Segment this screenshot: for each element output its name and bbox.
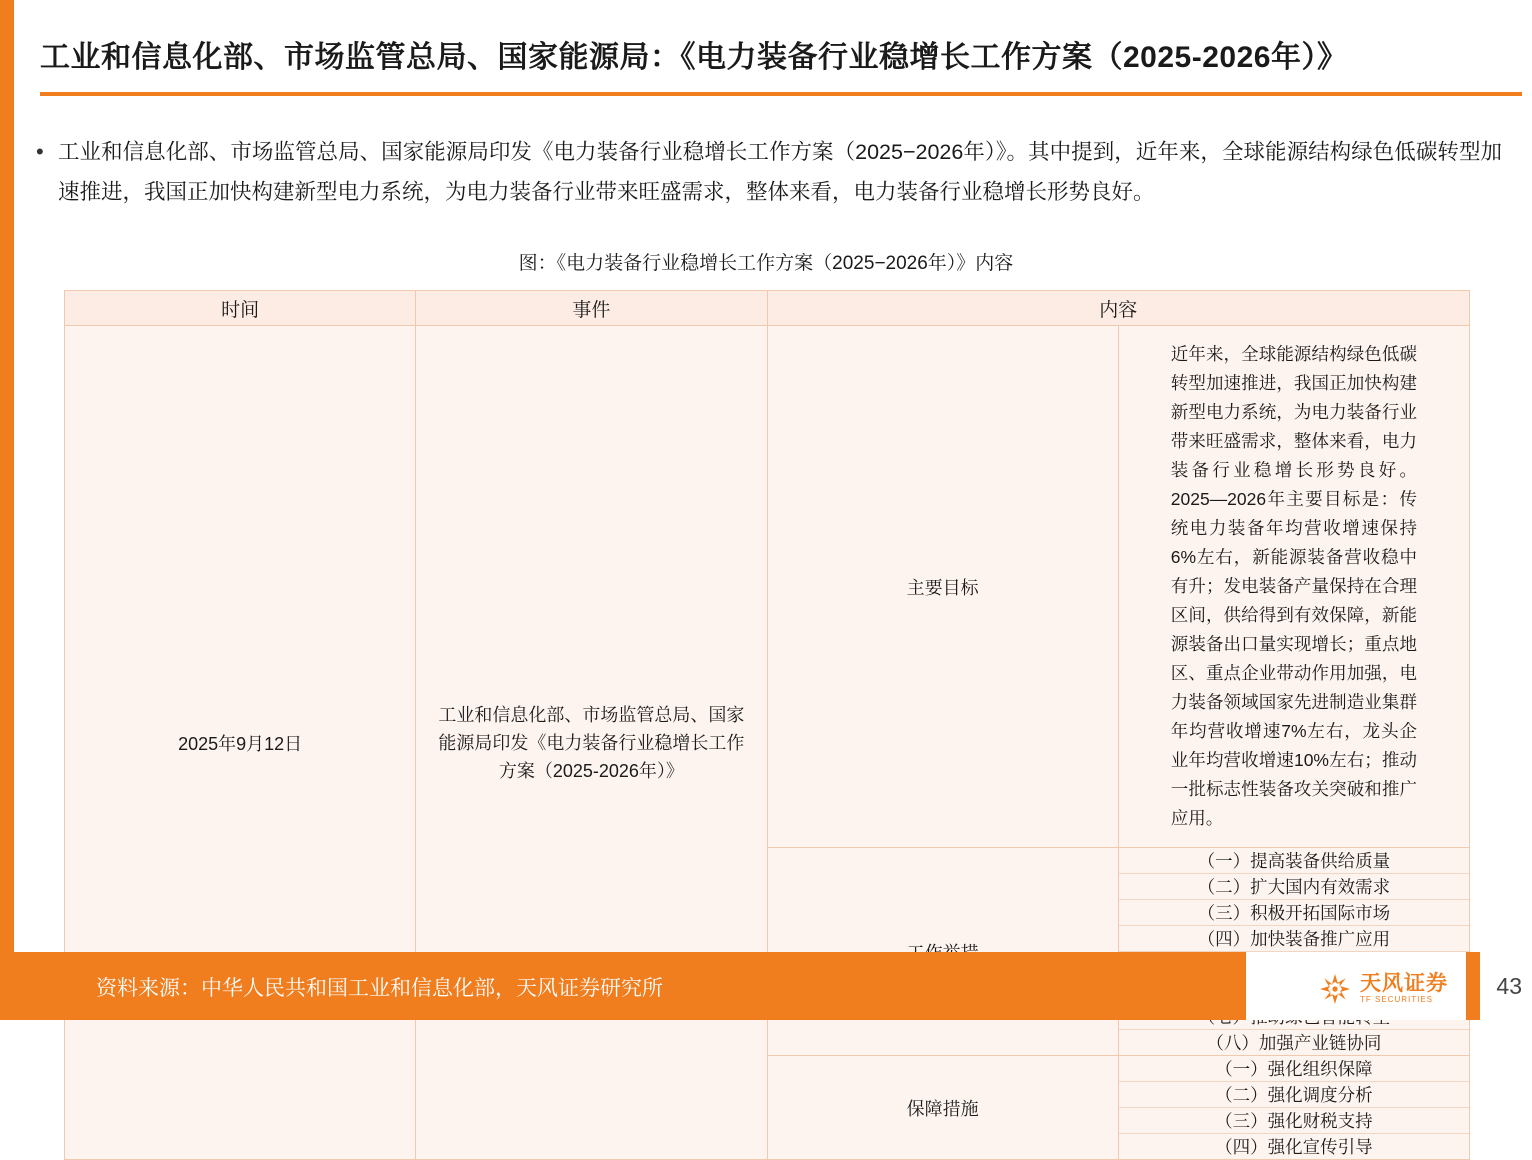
table-header-content: 内容 [767,291,1470,326]
logo-text-main: 天风证券 [1360,972,1448,995]
bullet-marker: • [36,139,44,164]
table-row [65,326,1470,848]
list-item: （二）扩大国内有效需求 [1119,874,1469,900]
page-number: 43 [1496,973,1522,999]
list-item: （四）加快装备推广应用 [1119,926,1469,952]
logo-mark-icon [1318,972,1352,1006]
left-accent-bar [0,0,14,1020]
policy-table [64,290,1470,1160]
cell-section-label-0: 主要目标 [767,326,1118,848]
company-logo [1318,972,1448,1006]
bullet-body-text: 工业和信息化部、市场监管总局、国家能源局印发《电力装备行业稳增长工作方案（2025−2026年）》。其中提到，近年来，全球能源结构绿色低碳转型加速推进，我国正加快构建新型电力系统，为电力装备行业带来旺盛需求，整体来看，电力装备行业稳增长形势良好。 [58,140,1502,204]
list-item: （三）强化财税支持 [1119,1108,1469,1134]
safeguards-list [1119,1056,1469,1159]
list-item: （三）积极开拓国际市场 [1119,900,1469,926]
list-item: （四）强化宣传引导 [1119,1134,1469,1160]
table-header-event: 事件 [416,291,767,326]
table-header-time: 时间 [65,291,416,326]
cell-section-body-0 [1118,326,1469,848]
logo-text-sub: TF SECURITIES [1360,995,1434,1004]
main-objective-paragraph: 近年来，全球能源结构绿色低碳转型加速推进，我国正加快构建新型电力系统，为电力装备行业带来旺盛需求，整体来看，电力装备行业稳增长形势良好。2025—2026年主要目标是：传统电力装备年均营收增速保持6%左右，新能源装备营收稳中有升；发电装备产量保持在合理区间，供给得到有效保障，新能源装备出口量实现增长；重点地区、重点企业带动作用加强，电力装备领域国家先进制造业集群年均营收增速7%左右，龙头企业年均营收增速10%左右；推动一批标志性装备攻关突破和推广应用。 [1170,344,1417,828]
figure-caption: 图：《电力装备行业稳增长工作方案（2025−2026年）》内容 [518,253,1014,274]
list-item: （八）加强产业链协同 [1119,1030,1469,1056]
title-area [14,0,1532,98]
cell-event: 工业和信息化部、市场监管总局、国家能源局印发《电力装备行业稳增长工作方案（2025-2026年）》 [416,326,767,1160]
table-header-row [65,291,1470,326]
list-item: （一）提高装备供给质量 [1119,848,1469,874]
page-title: 工业和信息化部、市场监管总局、国家能源局：《电力装备行业稳增长工作方案（2025-2026年）》 [40,41,1348,74]
cell-time: 2025年9月12日 [65,326,416,1160]
list-item: （一）强化组织保障 [1119,1056,1469,1082]
footer-accent-stripe [1466,952,1480,1020]
cell-section-body-2 [1118,1056,1469,1160]
footer-bar [0,952,1532,1020]
title-divider [40,92,1522,96]
cell-section-label-2: 保障措施 [767,1056,1118,1160]
source-note: 资料来源：中华人民共和国工业和信息化部，天风证券研究所 [96,977,663,1000]
bullet-paragraph [32,132,1502,212]
list-item: （二）强化调度分析 [1119,1082,1469,1108]
logo-text [1360,973,1448,1005]
